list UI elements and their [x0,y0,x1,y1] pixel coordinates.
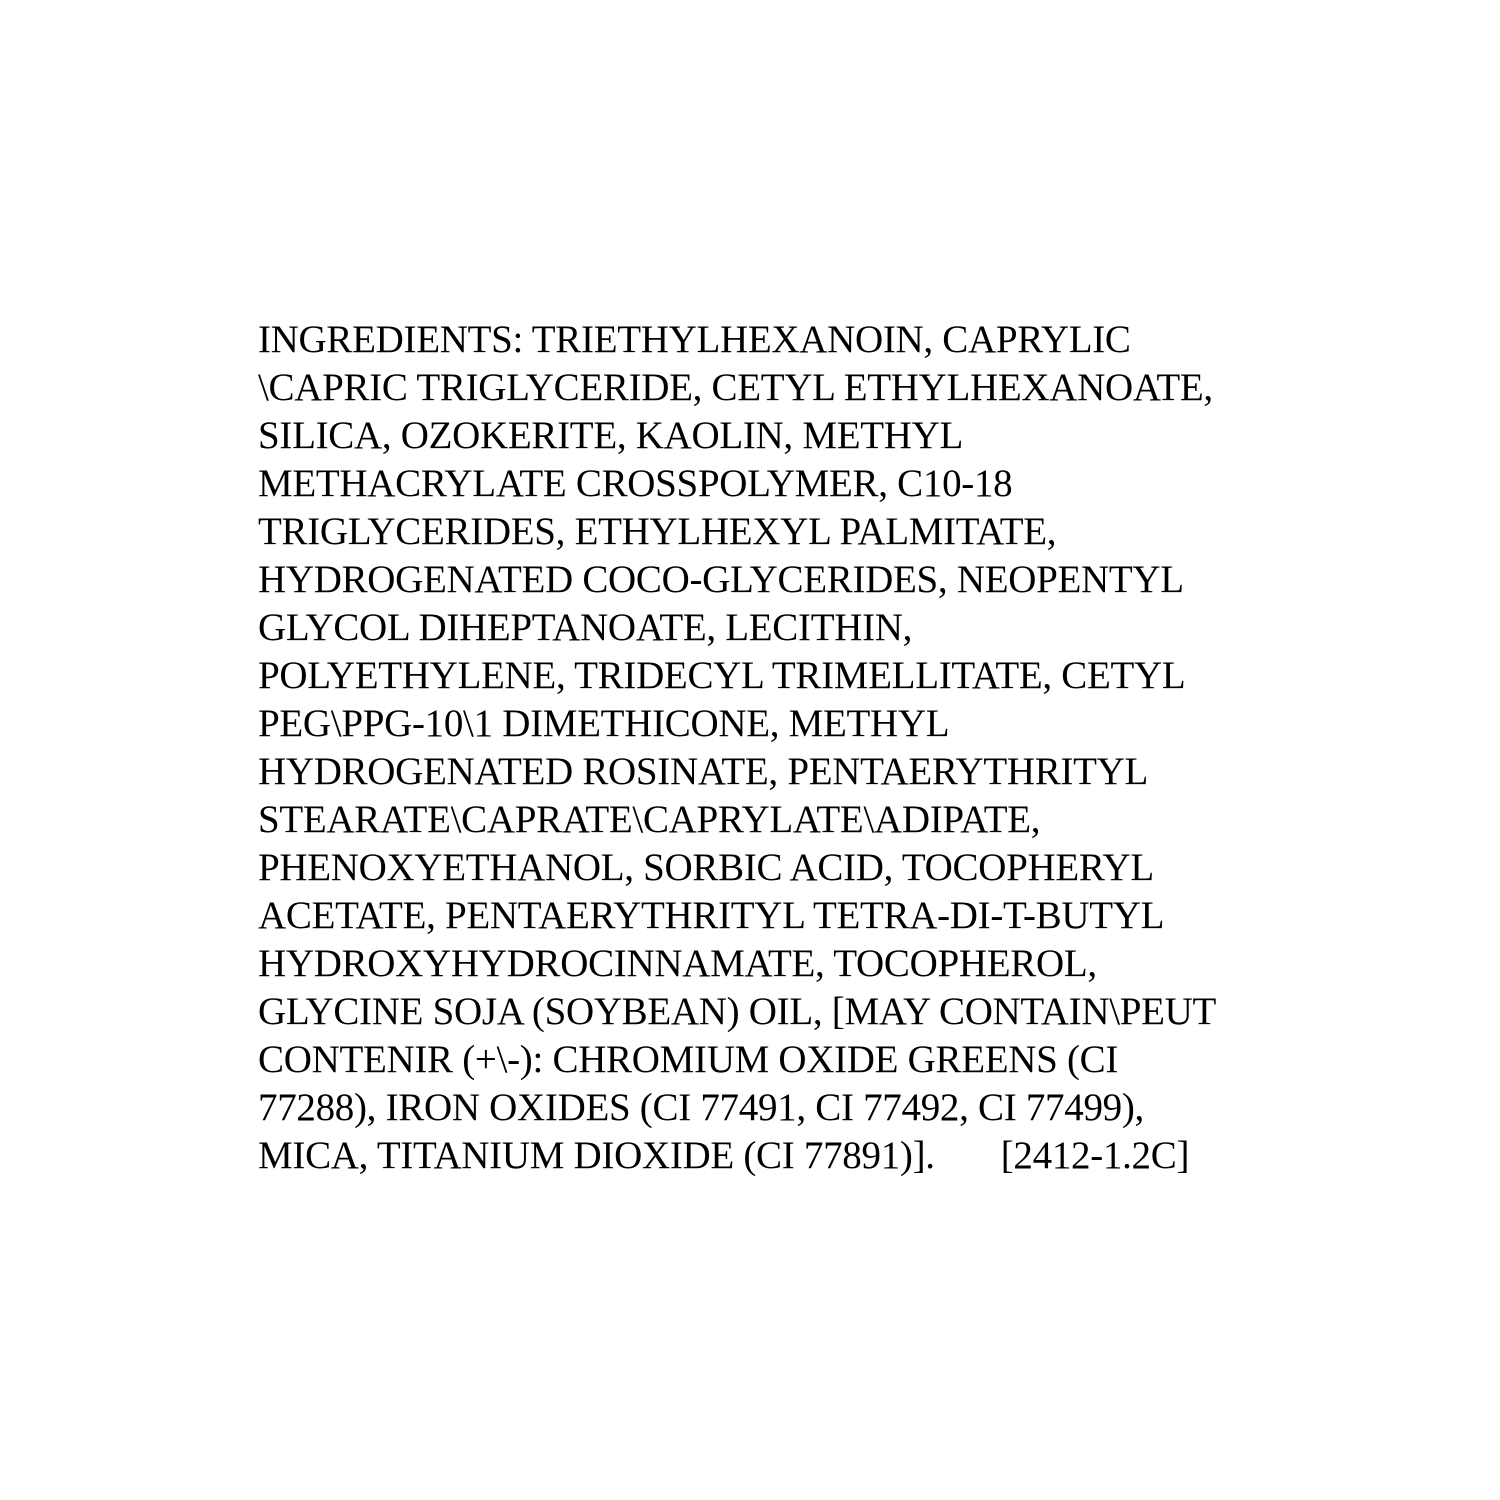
ingredients-line-12: PHENOXYETHANOL, SORBIC ACID, TOCOPHERYL [258,846,1154,889]
ingredients-line-16: CONTENIR (+\-): CHROMIUM OXIDE GREENS (CI [258,1038,1119,1081]
ingredients-line-9: PEG\PPG-10\1 DIMETHICONE, METHYL [258,702,950,745]
ingredients-line-13: ACETATE, PENTAERYTHRITYL TETRA-DI-T-BUTYL [258,894,1165,937]
ingredients-line-8: POLYETHYLENE, TRIDECYL TRIMELLITATE, CETYL [258,654,1186,697]
ingredients-line-17: 77288), IRON OXIDES (CI 77491, CI 77492, CI 77499), [258,1086,1144,1129]
ingredients-line-4: METHACRYLATE CROSSPOLYMER, C10-18 [258,462,1013,505]
ingredients-line-14: HYDROXYHYDROCINNAMATE, TOCOPHEROL, [258,942,1097,985]
ingredients-line-11: STEARATE\CAPRATE\CAPRYLATE\ADIPATE, [258,798,1041,841]
ingredients-line-7: GLYCOL DIHEPTANOATE, LECITHIN, [258,606,913,649]
ingredients-last-line: MICA, TITANIUM DIOXIDE (CI 77891)]. [258,1134,935,1177]
ingredients-line-3: SILICA, OZOKERITE, KAOLIN, METHYL [258,414,963,457]
ingredients-line-10: HYDROGENATED ROSINATE, PENTAERYTHRITYL [258,750,1149,793]
ingredients-line-18 [258,1132,1458,1180]
ingredients-list [258,316,1458,1180]
ingredients-line-6: HYDROGENATED COCO-GLYCERIDES, NEOPENTYL [258,558,1184,601]
ingredients-line-2: \CAPRIC TRIGLYCERIDE, CETYL ETHYLHEXANOATE, [258,366,1213,409]
ingredients-line-15: GLYCINE SOJA (SOYBEAN) OIL, [MAY CONTAIN\PEUT [258,990,1217,1033]
ingredients-line-5: TRIGLYCERIDES, ETHYLHEXYL PALMITATE, [258,510,1057,553]
batch-code: [2412-1.2C] [1000,1134,1190,1177]
ingredients-line-1: INGREDIENTS: TRIETHYLHEXANOIN, CAPRYLIC [258,318,1131,361]
